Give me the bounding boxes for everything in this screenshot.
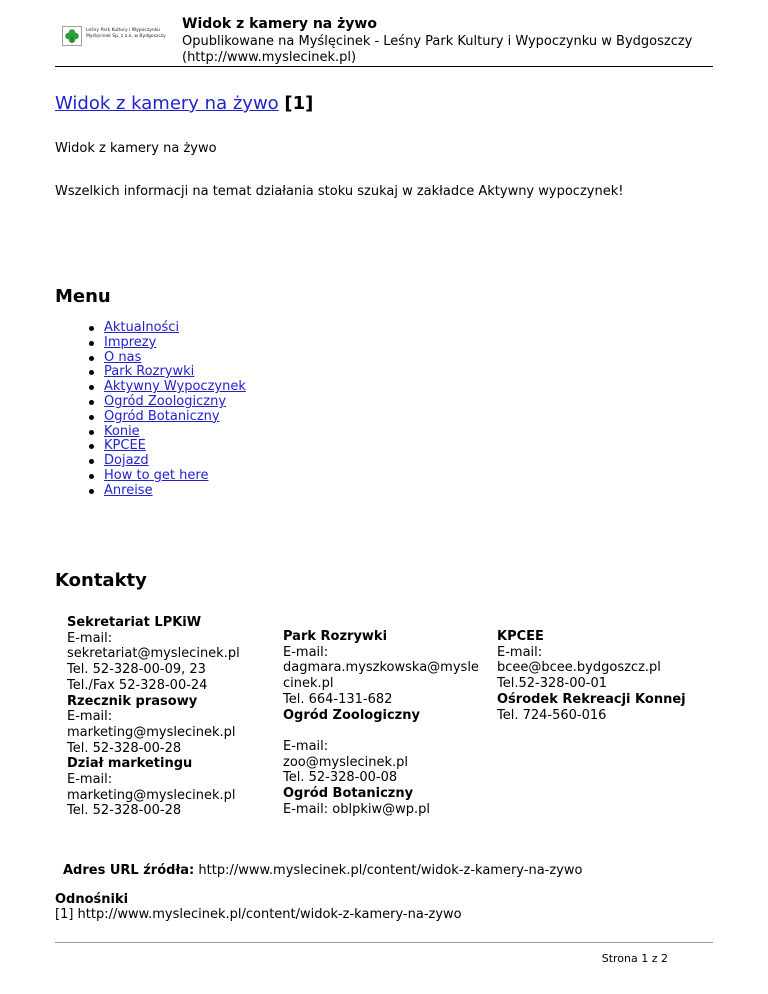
contact-email-label: E-mail: bbox=[67, 772, 113, 788]
page-header bbox=[55, 14, 713, 67]
article-title-ref: [1] bbox=[284, 93, 314, 114]
contacts-heading: Kontakty bbox=[55, 570, 147, 591]
contact-title: Ogród Zoologiczny bbox=[283, 707, 420, 723]
menu-link[interactable]: How to get here bbox=[104, 467, 209, 483]
menu-link[interactable]: Konie bbox=[104, 423, 140, 439]
spacer bbox=[283, 723, 479, 739]
menu-item-aktywny-wypoczynek bbox=[87, 380, 246, 395]
contact-title: Ośrodek Rekreacji Konnej bbox=[497, 691, 686, 707]
menu-heading: Menu bbox=[55, 286, 111, 307]
article-body-line2: Wszelkich informacji na temat działania stoku szukaj w zakładce Aktywny wypoczynek! bbox=[55, 184, 624, 199]
contact-title: Dział marketingu bbox=[67, 756, 193, 772]
contact-email-label: E-mail: bbox=[67, 709, 113, 725]
header-subtitle-line1: Opublikowane na Myślęcinek - Leśny Park Kultury i Wypoczynku w Bydgoszczy bbox=[182, 34, 693, 49]
header-subtitle-line2: (http://www.myslecinek.pl) bbox=[182, 50, 357, 65]
menu-item-o-nas bbox=[87, 351, 246, 366]
menu-link[interactable]: KPCEE bbox=[104, 438, 146, 454]
contact-title: Park Rozrywki bbox=[283, 629, 388, 644]
clover-leaf-icon bbox=[62, 26, 82, 46]
contact-email: E-mail: oblpkiw@wp.pl bbox=[283, 801, 430, 817]
contact-email: bcee@bcee.bydgoszcz.pl bbox=[497, 660, 661, 676]
menu-item-ogrod-zoologiczny bbox=[87, 395, 246, 410]
menu-link[interactable]: Ogród Botaniczny bbox=[104, 408, 220, 424]
article-title bbox=[55, 93, 313, 115]
contact-email-cont: cinek.pl bbox=[283, 676, 334, 692]
contact-title: KPCEE bbox=[497, 629, 544, 644]
contacts-column-2 bbox=[283, 629, 479, 817]
contact-tel: Tel. 52-328-00-08 bbox=[283, 770, 398, 786]
header-title: Widok z kamery na żywo bbox=[182, 16, 377, 32]
article-title-link[interactable]: Widok z kamery na żywo bbox=[55, 93, 279, 114]
page-number: Strona 1 z 2 bbox=[601, 952, 668, 965]
contact-tel: Tel. 724-560-016 bbox=[497, 707, 607, 723]
contact-tel: Tel. 52-328-00-28 bbox=[67, 740, 182, 756]
footer-divider bbox=[55, 942, 713, 943]
menu-item-how-to-get-here bbox=[87, 469, 246, 484]
contact-tel: Tel. 52-328-00-09, 23 bbox=[67, 662, 206, 678]
logo-text-line1: Leśny Park Kultury i Wypoczynku bbox=[86, 28, 161, 33]
menu-item-imprezy bbox=[87, 336, 246, 351]
menu-link[interactable]: Dojazd bbox=[104, 453, 149, 469]
contact-email-label: E-mail: bbox=[283, 644, 329, 660]
contact-title: Ogród Botaniczny bbox=[283, 786, 414, 802]
contact-title: Rzecznik prasowy bbox=[67, 693, 198, 709]
contact-email-label: E-mail: bbox=[497, 644, 543, 660]
contact-email: sekretariat@myslecinek.pl bbox=[67, 646, 240, 662]
menu-link[interactable]: Park Rozrywki bbox=[104, 364, 195, 380]
site-logo bbox=[62, 26, 172, 46]
contact-email: zoo@myslecinek.pl bbox=[283, 754, 408, 770]
menu-link[interactable]: O nas bbox=[104, 349, 142, 365]
contact-email-label: E-mail: bbox=[283, 738, 329, 754]
menu-item-kpcee bbox=[87, 439, 246, 454]
source-url-value: http://www.myslecinek.pl/content/widok-z-kamery-na-zywo bbox=[198, 863, 583, 878]
article-body-line1: Widok z kamery na żywo bbox=[55, 141, 217, 156]
menu-link[interactable]: Anreise bbox=[104, 482, 153, 498]
contact-fax: Tel./Fax 52-328-00-24 bbox=[67, 677, 208, 693]
menu-item-dojazd bbox=[87, 454, 246, 469]
contact-email: dagmara.myszkowska@mysle bbox=[283, 660, 479, 676]
contact-tel: Tel. 664-131-682 bbox=[283, 691, 393, 707]
menu-item-konie bbox=[87, 425, 246, 440]
contact-title: Sekretariat LPKiW bbox=[67, 615, 202, 630]
menu-link[interactable]: Ogród Zoologiczny bbox=[104, 393, 227, 409]
menu-item-ogrod-botaniczny bbox=[87, 410, 246, 425]
reference-item: [1] http://www.myslecinek.pl/content/widok-z-kamery-na-zywo bbox=[55, 907, 462, 922]
contacts-column-1 bbox=[67, 615, 240, 819]
menu-link[interactable]: Aktywny Wypoczynek bbox=[104, 379, 246, 395]
menu-list bbox=[87, 321, 246, 499]
header-subtitle bbox=[182, 34, 692, 66]
logo-text-line2: Myślęcinek Sp. z o.o. w Bydgoszczy bbox=[86, 34, 166, 39]
contact-tel: Tel.52-328-00-01 bbox=[497, 676, 607, 692]
references-heading: Odnośniki bbox=[55, 892, 129, 907]
menu-item-aktualnosci bbox=[87, 321, 246, 336]
contact-tel: Tel. 52-328-00-28 bbox=[67, 803, 182, 819]
source-label: Adres URL źródła: bbox=[63, 863, 195, 878]
contact-email-label: E-mail: bbox=[67, 630, 113, 646]
menu-link[interactable]: Aktualności bbox=[104, 320, 180, 335]
contact-email: marketing@myslecinek.pl bbox=[67, 787, 236, 803]
contacts-column-3 bbox=[497, 629, 686, 723]
menu-item-park-rozrywki bbox=[87, 365, 246, 380]
menu-item-anreise bbox=[87, 484, 246, 499]
contact-email: marketing@myslecinek.pl bbox=[67, 724, 236, 740]
menu-link[interactable]: Imprezy bbox=[104, 334, 157, 350]
source-url bbox=[63, 863, 582, 879]
